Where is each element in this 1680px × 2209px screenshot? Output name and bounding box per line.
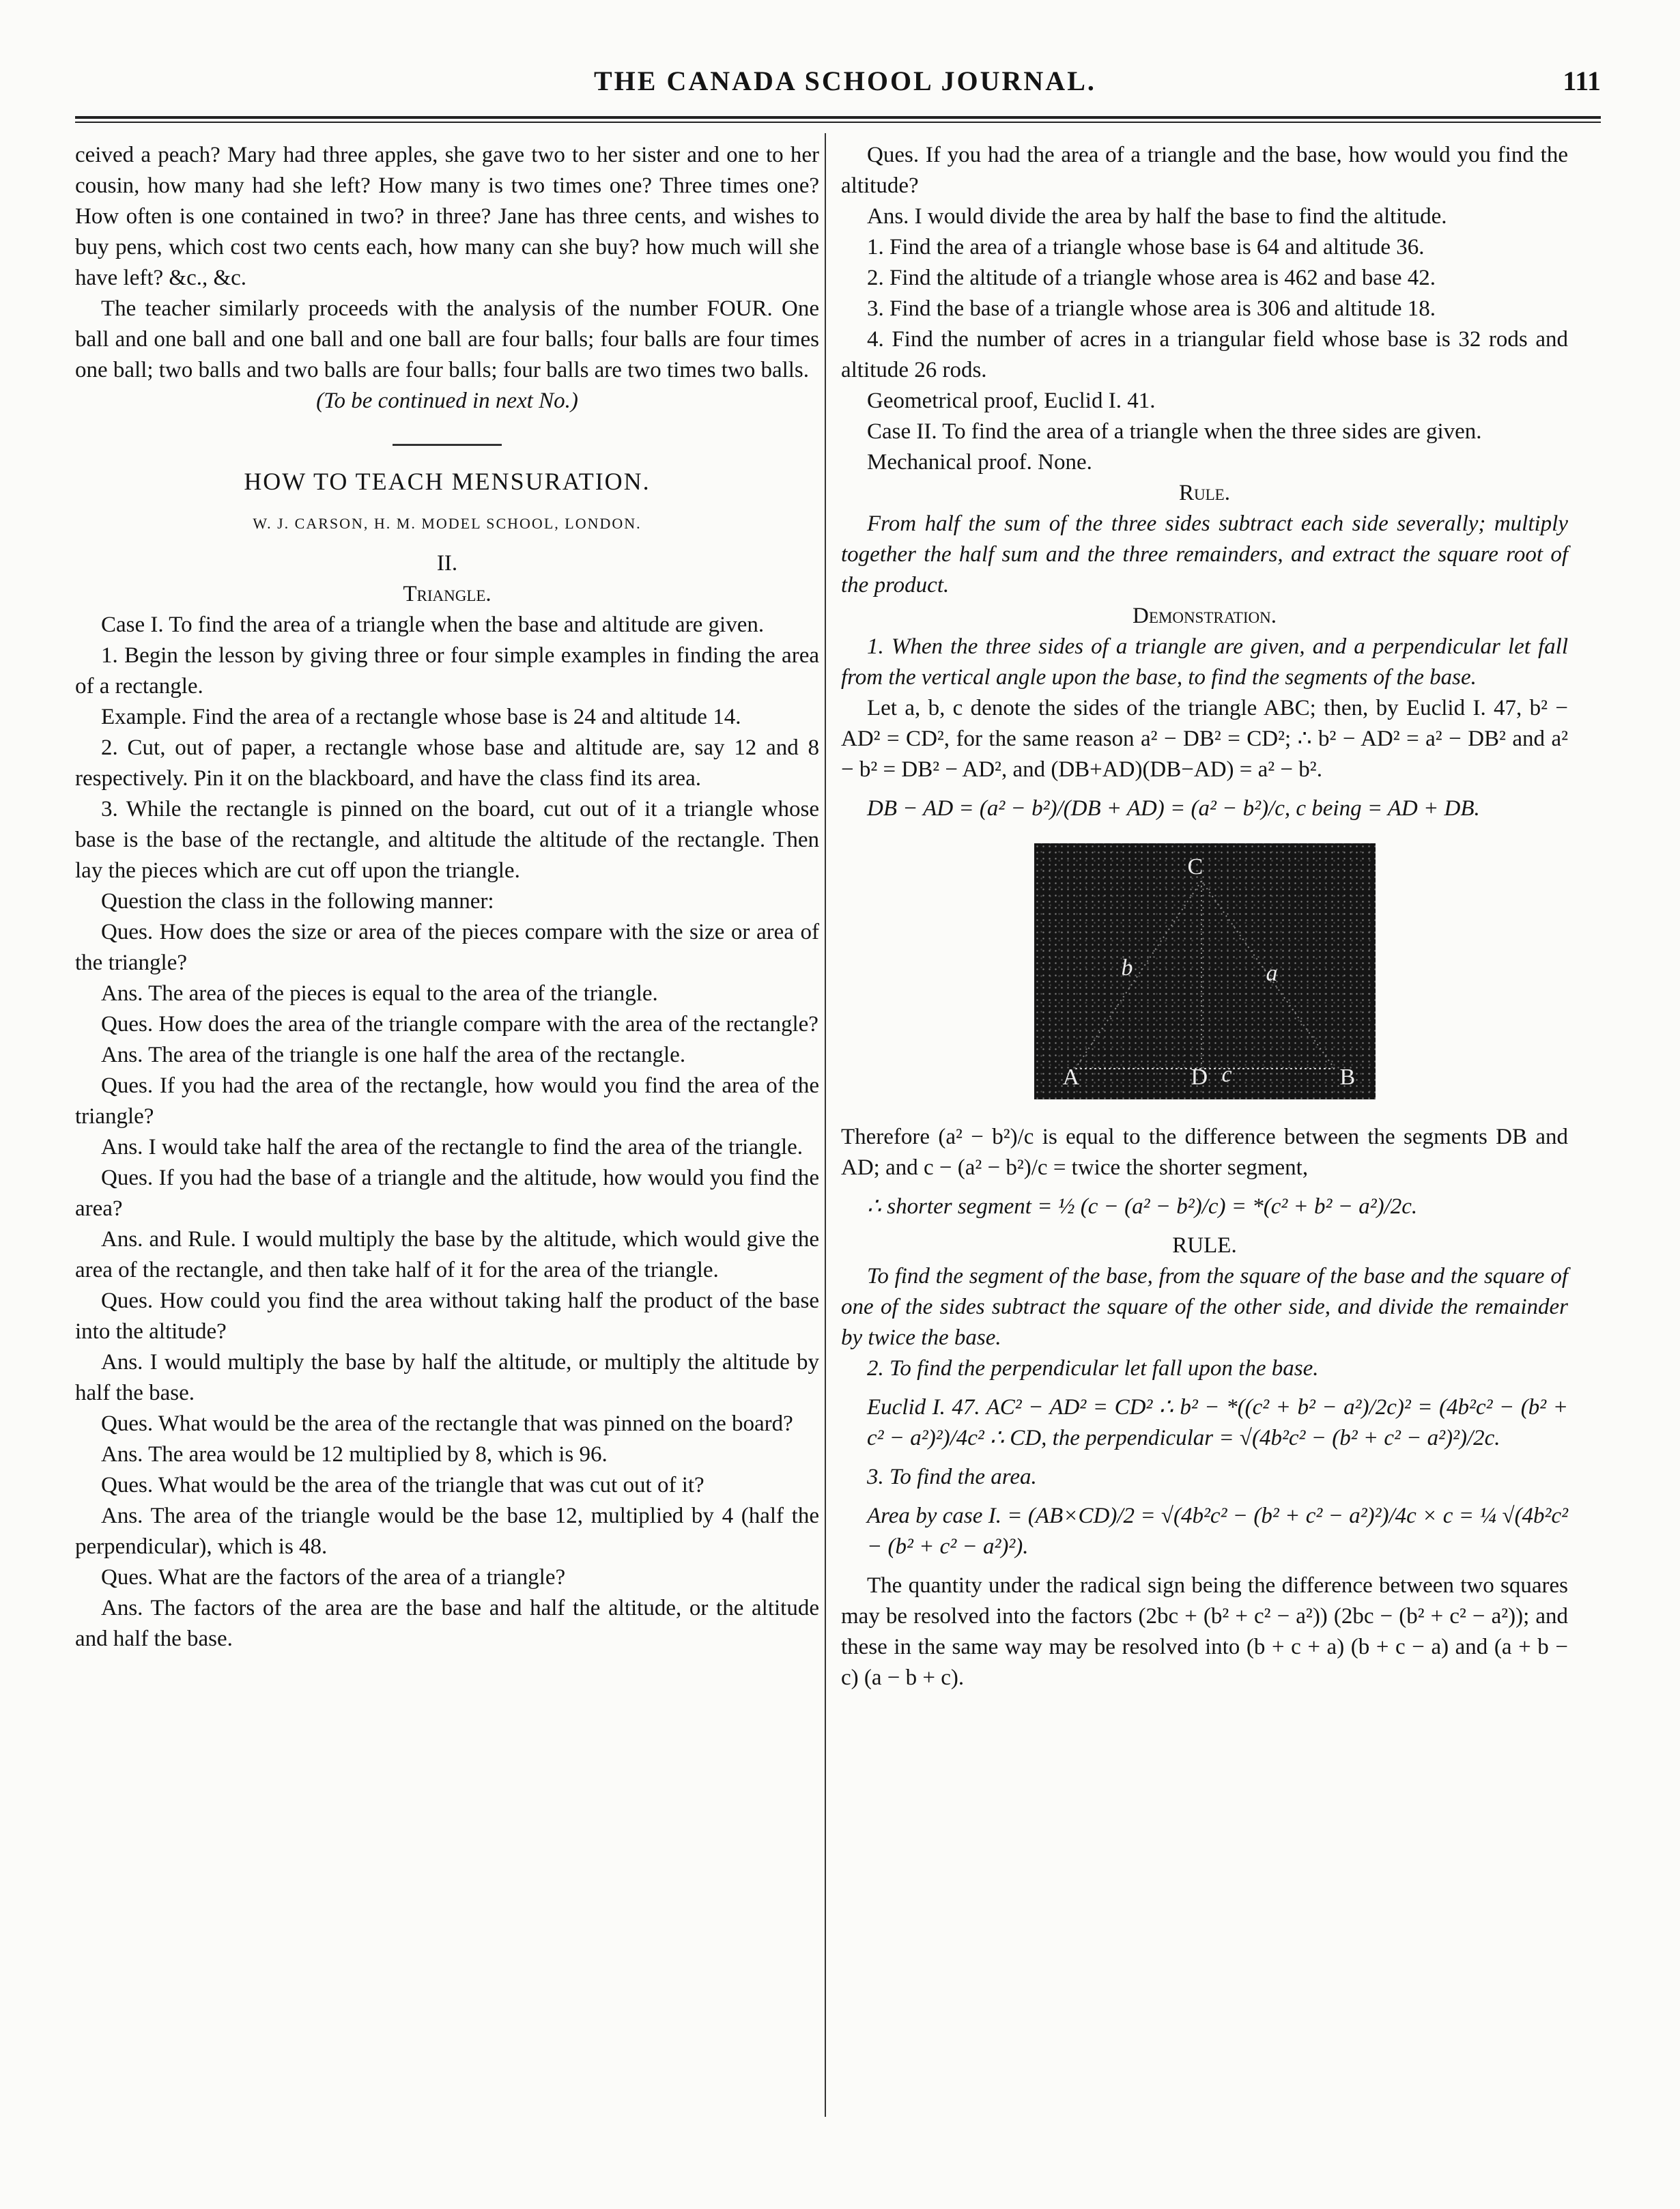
question: Ques. If you had the base of a triangle and the altitude, how would you find the area? — [75, 1166, 819, 1221]
paragraph: Therefore (a² − b²)/c is equal to the difference between the segments DB and AD; and c − (a² − b²)/c = twice the shorter segment, — [841, 1125, 1568, 1180]
rule-heading: Rule. — [1179, 481, 1230, 505]
paragraph: Let a, b, c denote the sides of the triangle ABC; then, by Euclid I. 47, b² − AD² = CD², for the same reason a² − DB² = CD²; ∴ b² − AD² = a² − DB² and a² − b² = DB² − AD², and (DB+AD)(DB−AD) = a² − b². — [841, 696, 1568, 782]
paragraph: The quantity under the radical sign being the difference between two squares may be resolved into the factors (2bc + (b² + c² − a²)) (2bc − (b² + c² − a²)); and these in the same way may be resolved into (b + c + a) (b + c − a) and (a + b − c) (a − b + c). — [841, 1573, 1568, 1690]
answer: Ans. I would divide the area by half the base to find the altitude. — [867, 204, 1447, 229]
exercise: 3. Find the base of a triangle whose area is 306 and altitude 18. — [867, 296, 1436, 321]
vertex-c-label: C — [1187, 854, 1204, 880]
question: Ques. What would be the area of the triangle that was cut out of it? — [101, 1473, 704, 1497]
journal-title: THE CANADA SCHOOL JOURNAL. — [594, 66, 1096, 96]
rule-text: To find the segment of the base, from the square of the base and the square of one of the sides subtract the square of the other side, and divide the remainder by twice the base. — [841, 1264, 1568, 1350]
answer: Ans. The factors of the area are the base and half the altitude, or the altitude and half the base. — [75, 1596, 819, 1651]
exercise: 2. Find the altitude of a triangle whose area is 462 and base 42. — [867, 266, 1436, 290]
article-byline: W. J. CARSON, H. M. MODEL SCHOOL, LONDON. — [253, 515, 642, 532]
continued-note: (To be continued in next No.) — [316, 389, 578, 413]
list-item: 1. Begin the lesson by giving three or four simple examples in finding the area of a rectangle. — [75, 643, 819, 699]
side-b-label: b — [1121, 955, 1133, 981]
question: Ques. What would be the area of the rectangle that was pinned on the board? — [101, 1411, 793, 1436]
demonstration-step: 3. To find the area. — [867, 1465, 1037, 1489]
right-column — [841, 140, 1568, 1693]
paragraph: ceived a peach? Mary had three apples, she gave two to her sister and one to her cousin, how many had she left? How many is two times one? Three times one? How often is one contained in two? in three? Jane has three cents, and wishes to buy pens, which cost two cents each, how many can she buy? how much will she have left? &c., &c. — [75, 143, 819, 290]
question: Ques. If you had the area of a triangle and the base, how would you find the altitude? — [841, 143, 1568, 198]
header-rule-thin — [75, 122, 1601, 123]
vertex-a-label: A — [1062, 1065, 1080, 1090]
question: Ques. If you had the area of the rectangle, how would you find the area of the triangle? — [75, 1073, 819, 1129]
demonstration-step: 1. When the three sides of a triangle are given, and a perpendicular let fall from the vertical angle upon the base, to find the segments of the base. — [841, 634, 1568, 690]
section-title: Triangle. — [403, 582, 492, 606]
equation: Area by case I. = (AB×CD)/2 = √(4b²c² − (b² + c² − a²)²)/4c × c = ¼ √(4b²c² − (b² + c² − a²)²). — [867, 1504, 1568, 1559]
list-item: 3. While the rectangle is pinned on the board, cut out of it a triangle whose base is the base of the rectangle, and altitude the altitude of the rectangle. Then lay the pieces which are cut off upon the triangle. — [75, 797, 819, 883]
question: Ques. How could you find the area without taking half the product of the base into the altitude? — [75, 1289, 819, 1344]
side-c-label: c — [1221, 1062, 1232, 1087]
demonstration-step: 2. To find the perpendicular let fall upon the base. — [867, 1356, 1319, 1381]
section-number: II. — [436, 551, 458, 576]
case-heading: Case II. To find the area of a triangle when the three sides are given. — [867, 419, 1482, 444]
article-title: HOW TO TEACH MENSURATION. — [244, 468, 651, 495]
answer: Ans. The area of the triangle would be the base 12, multiplied by 4 (half the perpendicular), which is 48. — [75, 1504, 819, 1559]
rule-text: From half the sum of the three sides subtract each side severally; multiply together the half sum and the three remainders, and extract the square root of the product. — [841, 511, 1568, 597]
paragraph: The teacher similarly proceeds with the analysis of the number FOUR. One ball and one ball and one ball and one ball are four balls; four balls are four times one ball; two balls and two balls are four balls; four balls are two times two balls. — [75, 296, 819, 382]
question: Ques. How does the area of the triangle compare with the area of the rectangle? — [101, 1012, 818, 1037]
answer: Ans. and Rule. I would multiply the base by the altitude, which would give the area of the rectangle, and then take half of it for the area of the triangle. — [75, 1227, 819, 1282]
question: Ques. What are the factors of the area of a triangle? — [101, 1565, 566, 1590]
answer: Ans. The area of the pieces is equal to the area of the triangle. — [101, 981, 658, 1006]
demonstration-heading: Demonstration. — [1133, 604, 1277, 628]
list-item: 2. Cut, out of paper, a rectangle whose base and altitude are, say 12 and 8 respectively. Pin it on the blackboard, and have the class find its area. — [75, 735, 819, 791]
paragraph: Question the class in the following manner: — [101, 889, 494, 914]
answer: Ans. The area of the triangle is one half the area of the rectangle. — [101, 1043, 686, 1067]
paragraph: Geometrical proof, Euclid I. 41. — [867, 389, 1156, 413]
vertex-b-label: B — [1339, 1065, 1356, 1090]
paragraph: Mechanical proof. None. — [867, 450, 1092, 475]
triangle-figure — [1034, 843, 1376, 1099]
point-d-label: D — [1191, 1065, 1208, 1090]
header-rule — [75, 116, 1601, 119]
case-heading: Case I. To find the area of a triangle when the base and altitude are given. — [101, 613, 765, 637]
question: Ques. How does the size or area of the pieces compare with the size or area of the triangle? — [75, 920, 819, 975]
left-column — [75, 140, 819, 1655]
section-rule — [393, 444, 502, 446]
triangle-figure-wrap — [841, 843, 1568, 1108]
column-divider — [825, 133, 826, 2117]
rule-heading: RULE. — [1172, 1233, 1237, 1258]
example: Example. Find the area of a rectangle whose base is 24 and altitude 14. — [101, 705, 741, 729]
equation: ∴ shorter segment = ½ (c − (a² − b²)/c) = *(c² + b² − a²)/2c. — [867, 1194, 1418, 1219]
triangle-lines — [1034, 843, 1376, 1099]
equation: Euclid I. 47. AC² − AD² = CD² ∴ b² − *((c² + b² − a²)/2c)² = (4b²c² − (b² + c² − a²)²)/4c² ∴ CD, the perpendicular = √(4b²c² − (b² + c² − a²)²)/2c. — [867, 1395, 1568, 1450]
exercise: 4. Find the number of acres in a triangular field whose base is 32 rods and altitude 26 rods. — [841, 327, 1568, 382]
answer: Ans. I would take half the area of the rectangle to find the area of the triangle. — [101, 1135, 803, 1159]
answer: Ans. The area would be 12 multiplied by 8, which is 96. — [101, 1442, 608, 1467]
exercise: 1. Find the area of a triangle whose base is 64 and altitude 36. — [867, 235, 1425, 259]
side-a-label: a — [1266, 961, 1278, 986]
page-number: 111 — [1563, 66, 1601, 96]
answer: Ans. I would multiply the base by half the altitude, or multiply the altitude by half the base. — [75, 1350, 819, 1405]
equation: DB − AD = (a² − b²)/(DB + AD) = (a² − b²)/c, c being = AD + DB. — [867, 796, 1480, 821]
running-header — [75, 65, 1601, 106]
